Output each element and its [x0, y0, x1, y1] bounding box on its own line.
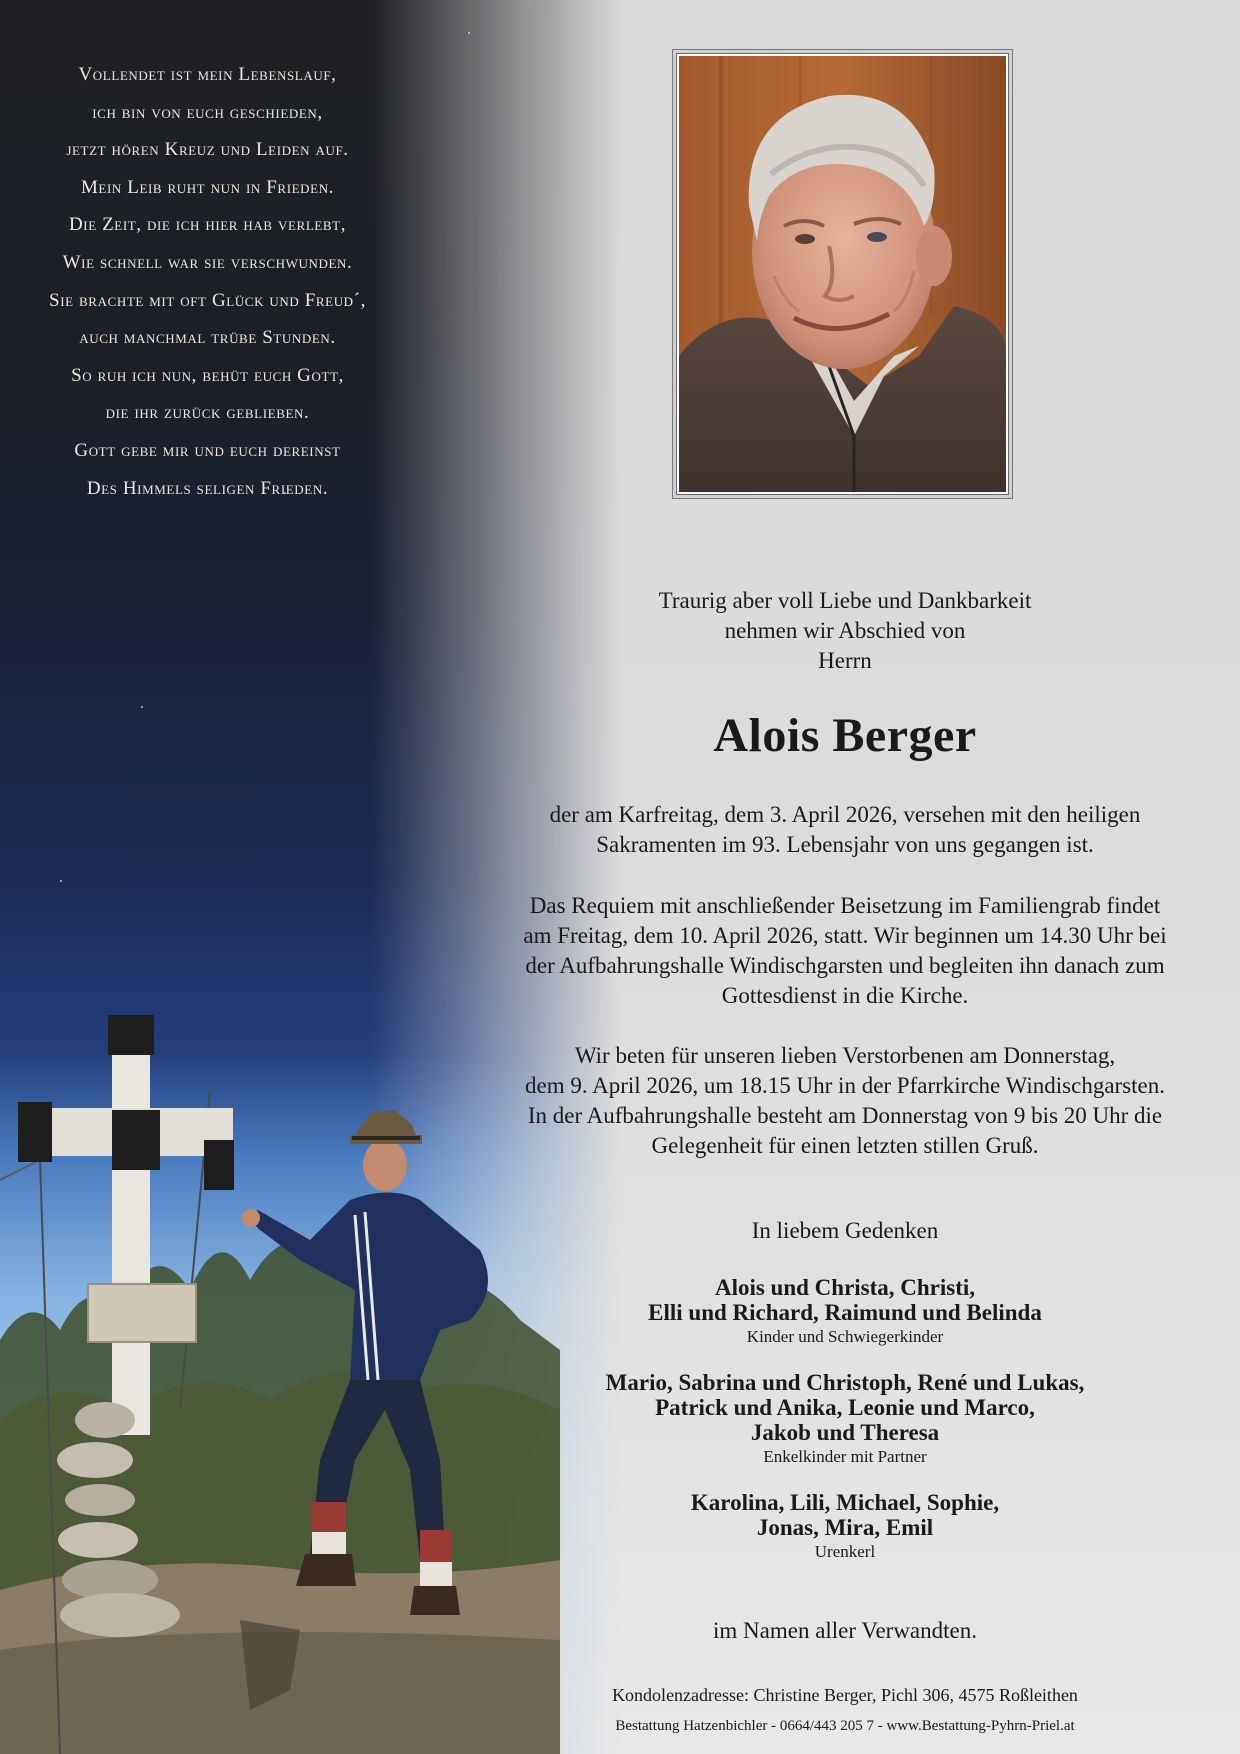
paragraph-line: der am Karfreitag, dem 3. April 2026, versehen mit den heiligen — [549, 802, 1141, 827]
mourner-names: Patrick und Anika, Leonie und Marco, — [655, 1395, 1035, 1420]
closing-line: im Namen aller Verwandten. — [713, 1618, 977, 1643]
portrait-photo — [677, 54, 1008, 494]
poem-line: auch manchmal trübe Stunden. — [79, 327, 336, 349]
mourner-relation: Urenkerl — [814, 1542, 876, 1561]
mourner-names: Alois und Christa, Christi, — [714, 1275, 976, 1300]
poem-line: Sie brachte mit oft Glück und Freud´, — [49, 289, 366, 311]
paragraph-line: Gottesdienst in die Kirche. — [721, 983, 969, 1008]
poem-line: Mein Leib ruht nun in Frieden. — [80, 176, 335, 198]
paragraph-line: Das Requiem mit anschließender Beisetzung im Familiengrab findet — [529, 893, 1161, 918]
mourner-group-children — [470, 1275, 1220, 1349]
death-announcement — [470, 800, 1220, 860]
paragraph-line: der Aufbahrungshalle Windischgarsten und begleiten ihn danach zum — [525, 953, 1165, 978]
paragraph-line: Wir beten für unseren lieben Verstorbenen am Donnerstag, — [574, 1043, 1116, 1068]
mourner-names: Jonas, Mira, Emil — [756, 1515, 934, 1540]
mourner-names: Karolina, Lili, Michael, Sophie, — [690, 1490, 1000, 1515]
poem-line: Gott gebe mir und euch dereinst — [74, 439, 341, 461]
poem-line: jetzt hören Kreuz und Leiden auf. — [66, 139, 349, 161]
paragraph-line: dem 9. April 2026, um 18.15 Uhr in der Pfarrkirche Windischgarsten. — [525, 1073, 1165, 1098]
prayer-details — [470, 1041, 1220, 1161]
deceased-name: Alois Berger — [713, 709, 977, 762]
paragraph-line: am Freitag, dem 10. April 2026, statt. Wir beginnen um 14.30 Uhr bei — [523, 923, 1167, 948]
intro-text — [470, 586, 1220, 676]
intro-line-3: Herrn — [818, 648, 872, 673]
mourner-group-great-grandchildren — [470, 1490, 1220, 1564]
portrait-illustration — [679, 56, 1006, 492]
poem-line: Des Himmels seligen Frieden. — [86, 477, 329, 499]
poem-line: Vollendet ist mein Lebenslauf, — [78, 64, 337, 85]
mourner-names: Elli und Richard, Raimund und Belinda — [648, 1300, 1042, 1325]
paragraph-line: Sakramenten im 93. Lebensjahr von uns gegangen ist. — [596, 832, 1094, 857]
paragraph-line: In der Aufbahrungshalle besteht am Donnerstag von 9 bis 20 Uhr die — [527, 1103, 1163, 1128]
poem — [10, 56, 405, 507]
mourner-names: Jakob und Theresa — [750, 1420, 940, 1445]
funeral-home-footer: Bestattung Hatzenbichler - 0664/443 205 7 - www.Bestattung-Pyhrn-Priel.at — [615, 1718, 1075, 1734]
poem-line: die ihr zurück geblieben. — [105, 402, 310, 424]
mourner-group-grandchildren — [470, 1370, 1220, 1469]
mourner-names: Mario, Sabrina und Christoph, René und Lukas, — [605, 1370, 1085, 1395]
funeral-details — [470, 891, 1220, 1011]
mourner-relation: Enkelkinder mit Partner — [763, 1447, 927, 1466]
mourner-relation: Kinder und Schwiegerkinder — [746, 1327, 944, 1346]
poem-line: ich bin von euch geschieden, — [92, 101, 323, 123]
poem-line: Wie schnell war sie verschwunden. — [62, 251, 353, 273]
poem-line: So ruh ich nun, behüt euch Gott, — [71, 364, 344, 386]
poem-line: Die Zeit, die ich hier hab verlebt, — [68, 214, 347, 236]
intro-line-2: nehmen wir Abschied von — [724, 618, 966, 643]
condolence-address: Kondolenzadresse: Christine Berger, Pichl 306, 4575 Roßleithen — [612, 1685, 1078, 1705]
intro-line-1: Traurig aber voll Liebe und Dankbarkeit — [658, 588, 1032, 613]
paragraph-line: Gelegenheit für einen letzten stillen Gruß. — [651, 1133, 1039, 1158]
memory-heading: In liebem Gedenken — [751, 1218, 939, 1243]
